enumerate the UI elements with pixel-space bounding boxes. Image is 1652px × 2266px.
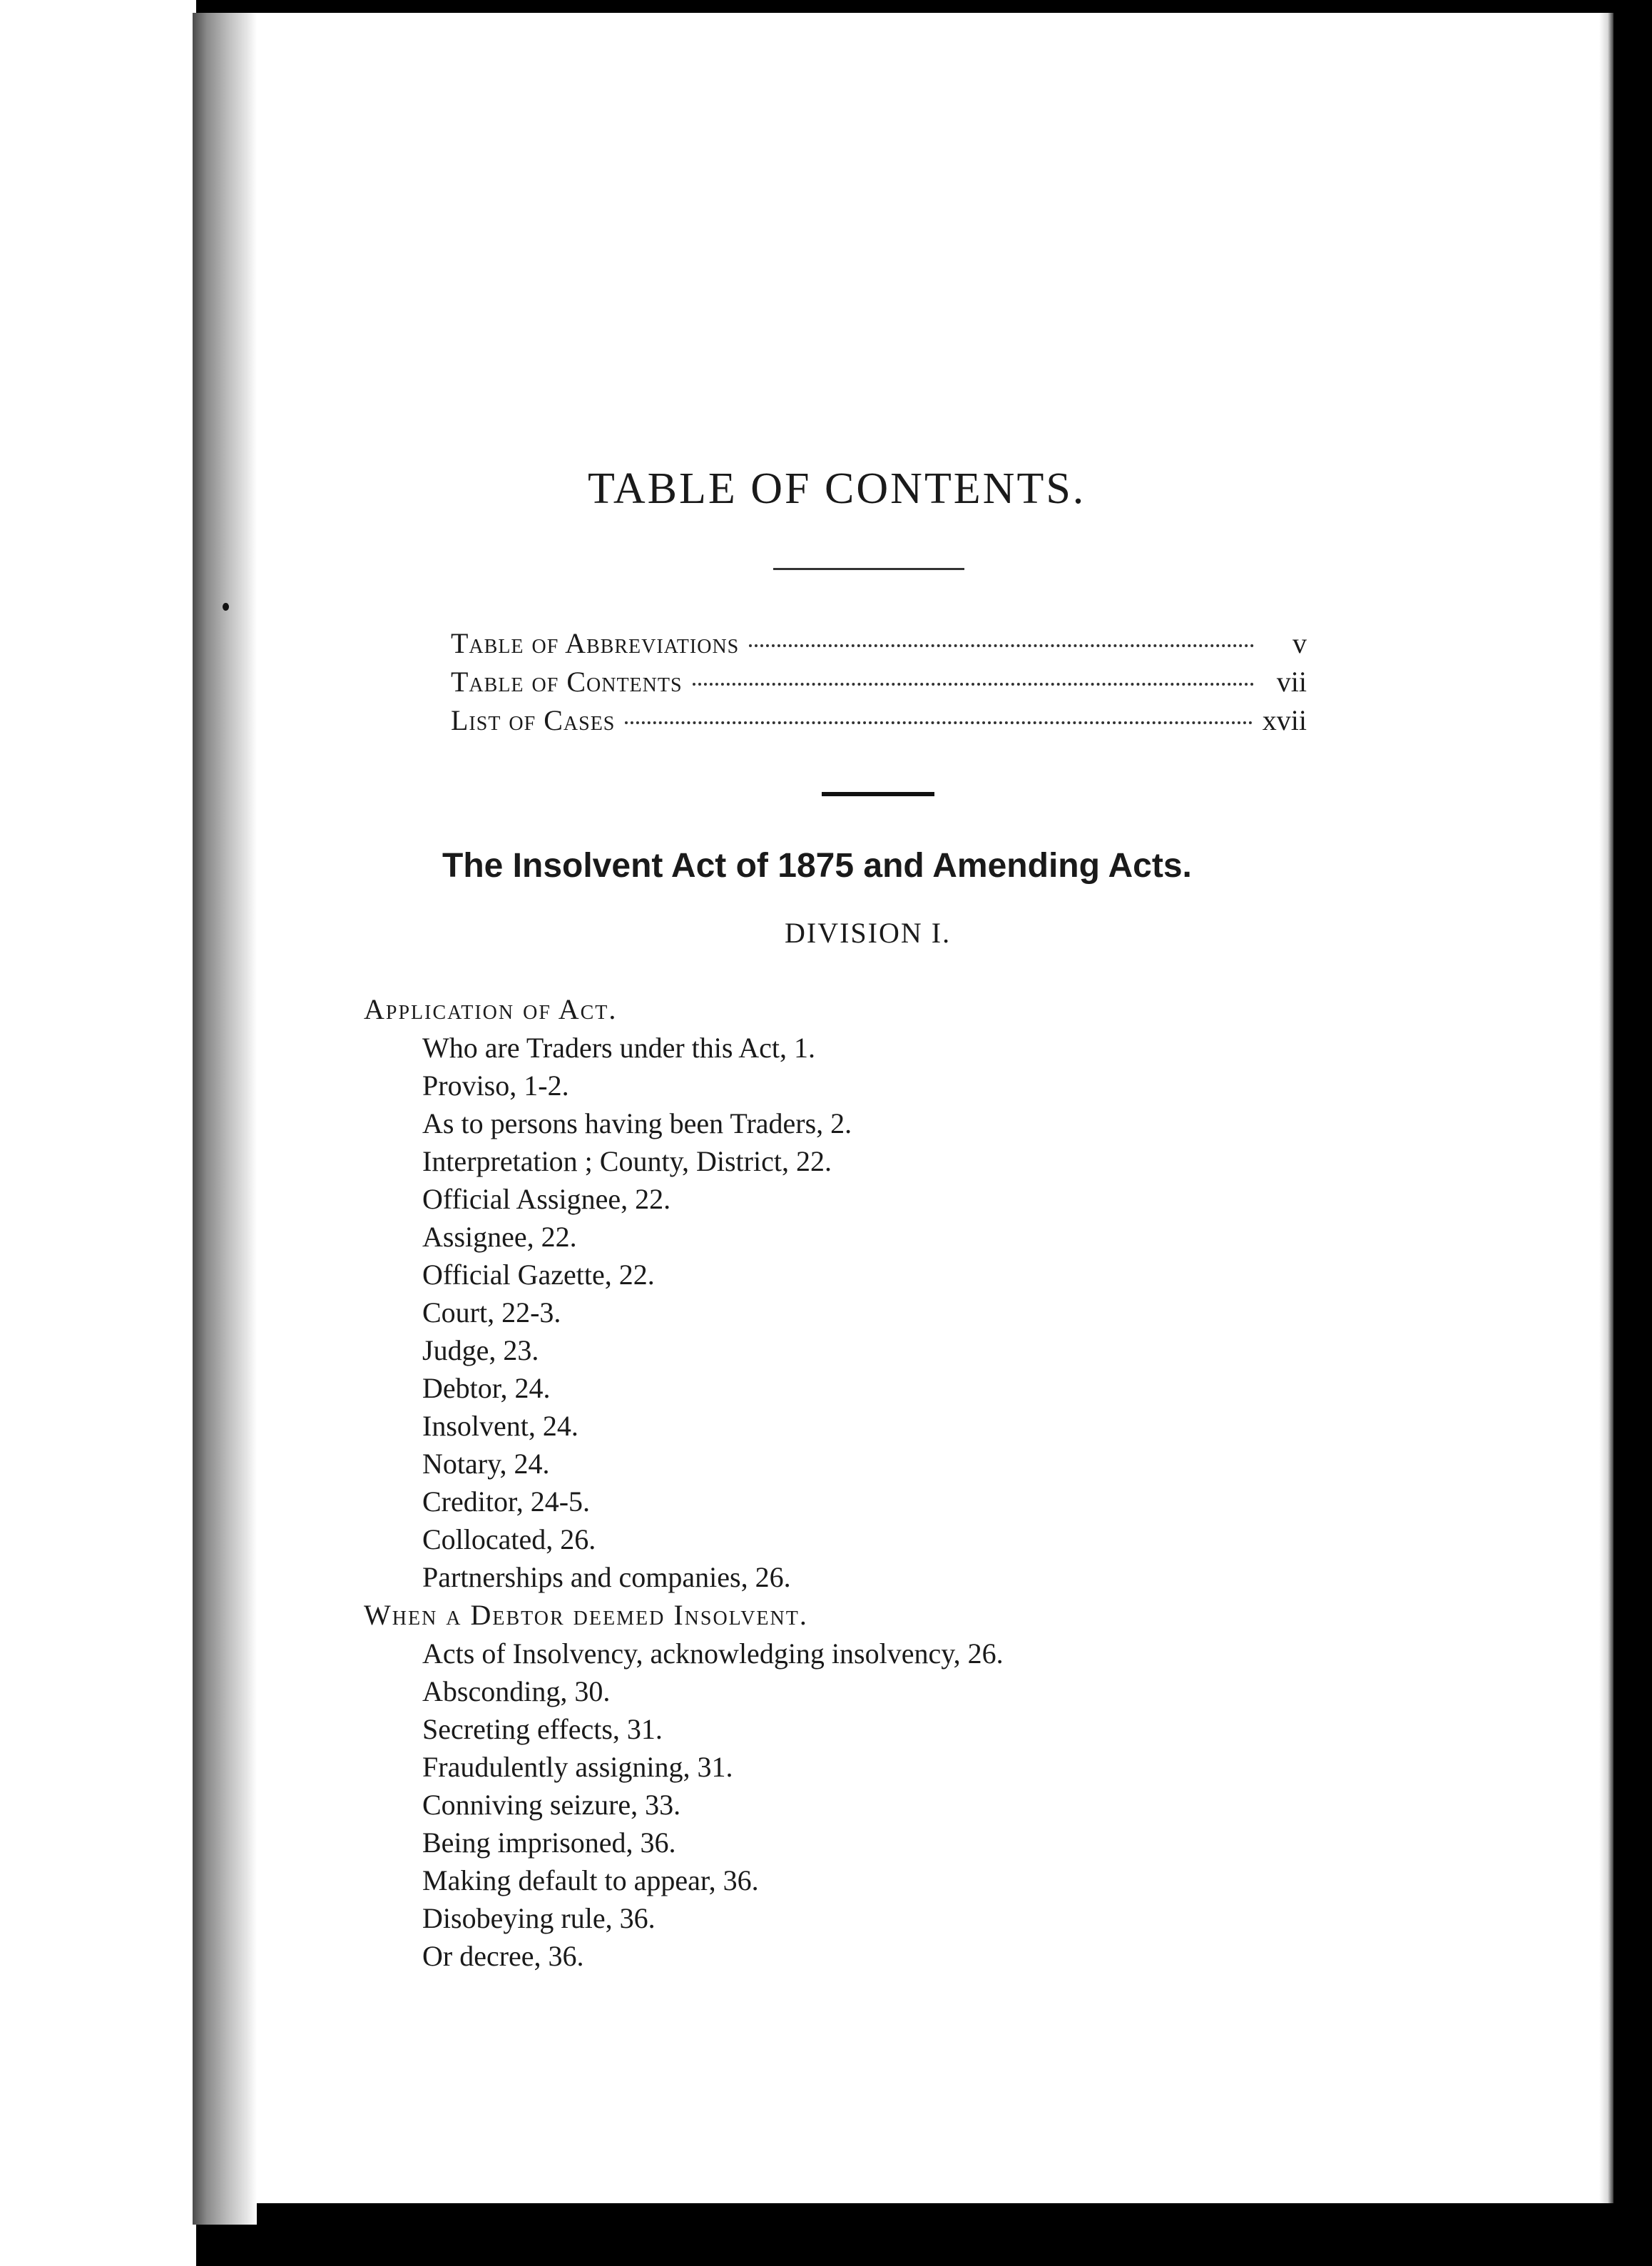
left-margin [0,0,196,2266]
toc-entry[interactable]: Being imprisoned, 36. [422,1826,676,1859]
section-heading[interactable]: When a Debtor deemed Insolvent. [364,1599,808,1631]
act-title: The Insolvent Act of 1875 and Amending Acts. [442,847,1192,885]
toc-entry[interactable]: Notary, 24. [422,1448,550,1480]
front-matter-page: v [1292,627,1307,659]
dot-leader [749,644,1254,647]
toc-entry[interactable]: Who are Traders under this Act, 1. [422,1032,816,1064]
toc-entry[interactable]: Acts of Insolvency, acknowledging insolvency, 26. [422,1637,1004,1670]
toc-body [364,990,1541,1975]
toc-entry[interactable]: Assignee, 22. [422,1221,577,1253]
front-matter-item[interactable] [451,665,1307,703]
page-title: TABLE OF CONTENTS. [588,464,1086,513]
toc-entry[interactable]: Creditor, 24-5. [422,1485,591,1518]
front-matter-page: vii [1276,666,1307,698]
division-heading: DIVISION I. [785,917,952,949]
front-matter-list [451,626,1307,742]
ink-speck [223,603,229,611]
front-matter-label: List of Cases [451,704,616,736]
toc-entry[interactable]: Secreting effects, 31. [422,1713,663,1745]
toc-entry[interactable]: Proviso, 1-2. [422,1070,569,1102]
page-right-edge [1599,13,1613,2203]
title-rule [773,568,964,570]
front-matter-page: xvii [1262,704,1307,736]
toc-entry[interactable]: Official Gazette, 22. [422,1259,655,1291]
toc-entry[interactable]: Insolvent, 24. [422,1410,578,1442]
dot-leader [693,683,1254,686]
toc-entry[interactable]: Conniving seizure, 33. [422,1789,681,1821]
toc-entry[interactable]: Partnerships and companies, 26. [422,1561,791,1593]
toc-entry[interactable]: Court, 22-3. [422,1296,561,1328]
toc-entry[interactable]: Debtor, 24. [422,1372,551,1404]
front-matter-label: Table of Contents [451,666,683,698]
binding-shadow [193,13,257,2225]
toc-entry[interactable]: Absconding, 30. [422,1675,611,1707]
toc-entry[interactable]: Or decree, 36. [422,1940,584,1972]
section-rule [822,792,934,796]
toc-entry[interactable]: Judge, 23. [422,1334,539,1366]
front-matter-item[interactable] [451,626,1307,665]
front-matter-item[interactable] [451,703,1307,742]
toc-entry[interactable]: Making default to appear, 36. [422,1864,759,1896]
toc-entry[interactable]: Official Assignee, 22. [422,1183,671,1215]
toc-entry[interactable]: Disobeying rule, 36. [422,1902,656,1934]
section-heading[interactable]: Application of Act. [364,993,618,1025]
toc-entry[interactable]: Collocated, 26. [422,1523,596,1555]
dot-leader [625,721,1252,724]
toc-entry[interactable]: As to persons having been Traders, 2. [422,1107,852,1139]
toc-entry[interactable]: Interpretation ; County, District, 22. [422,1145,832,1177]
toc-entry[interactable]: Fraudulently assigning, 31. [422,1751,733,1783]
front-matter-label: Table of Abbreviations [451,627,740,659]
